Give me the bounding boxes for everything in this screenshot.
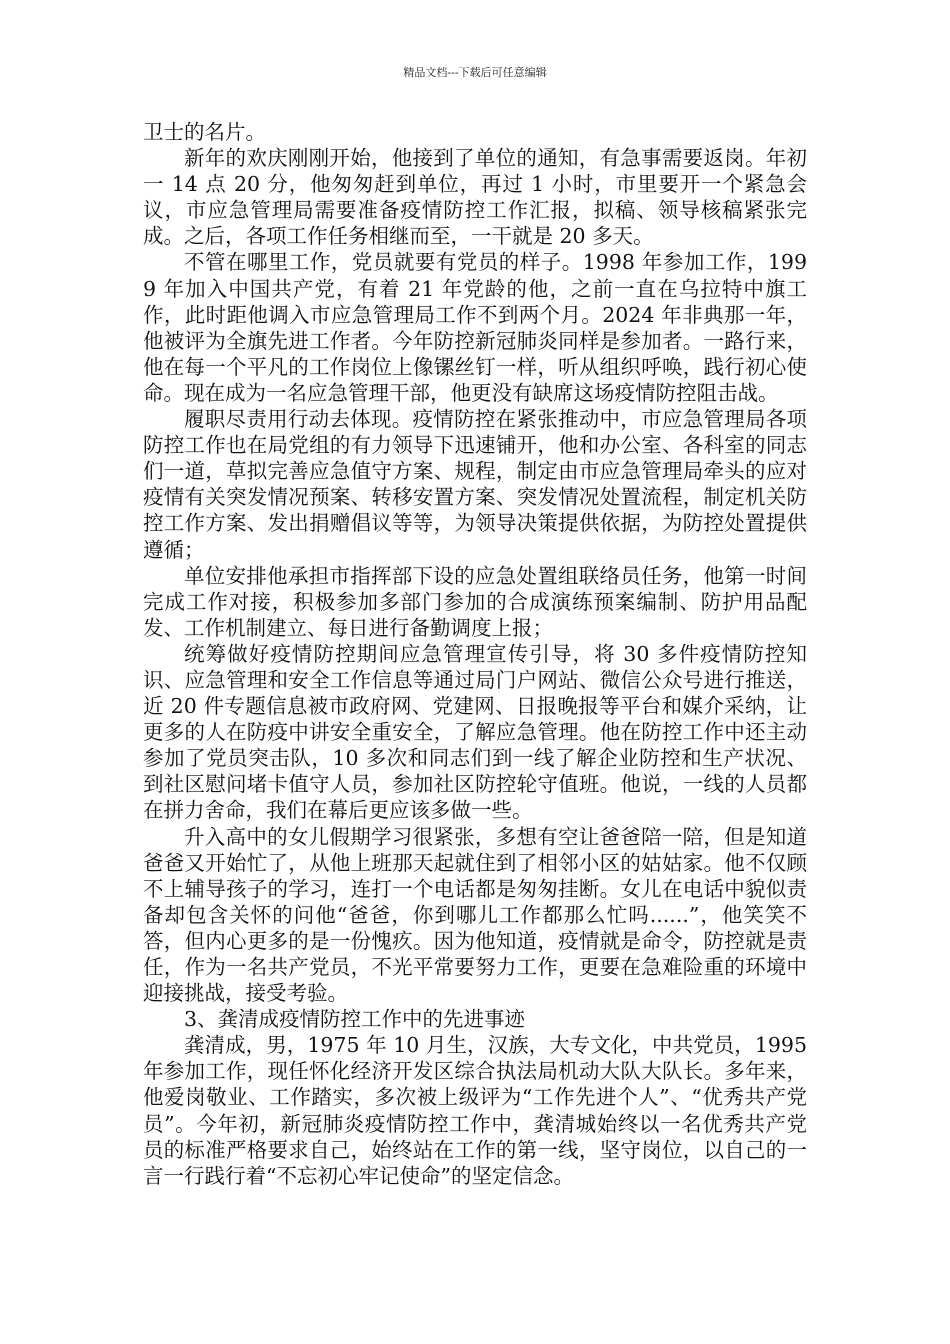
- document-body: [143, 119, 807, 1189]
- paragraph-9: 龚清成，男，1975 年 10 月生，汉族，大专文化，中共党员，1995 年参加工作，现任怀化经济开发区综合执法局机动大队大队长。多年来，他爱岗敬业、工作踏实，多次被上级评为“工作先进个人”、“优秀共产党员”。今年初，新冠肺炎疫情防控工作中，龚清城始终以一名优秀共产党员的标准严格要求自己，始终站在工作的第一线，坚守岗位，以自己的一言一行践行着“不忘初心牢记使命”的坚定信念。: [143, 1033, 807, 1188]
- paragraph-4: 履职尽责用行动去体现。疫情防控在紧张推动中，市应急管理局各项防控工作也在局党组的有力领导下迅速铺开，他和办公室、各科室的同志们一道，草拟完善应急值守方案、规程，制定由市应急管理局牵头的应对疫情有关突发情况预案、转移安置方案、突发情况处置流程，制定机关防控工作方案、发出捐赠倡议等等，为领导决策提供依据，为防控处置提供遵循；: [143, 407, 807, 562]
- paragraph-1: 卫士的名片。: [143, 120, 266, 144]
- paragraph-2: 新年的欢庆刚刚开始，他接到了单位的通知，有急事需要返岗。年初一 14 点 20 分，他匆匆赶到单位，再过 1 小时，市里要开一个紧急会议，市应急管理局需要准备疫情防控工作汇报，拟稿、领导核稿紧张完成。之后，各项工作任务相继而至，一干就是 20 多天。: [143, 146, 807, 249]
- section-heading: 3、龚清成疫情防控工作中的先进事迹: [184, 1007, 526, 1032]
- paragraph-3: 不管在哪里工作，党员就要有党员的样子。1998 年参加工作，1999 年加入中国共产党，有着 21 年党龄的他，之前一直在乌拉特中旗工作，此时距他调入市应急管理局工作不到两个月。2024 年非典那一年，他被评为全旗先进工作者。今年防控新冠肺炎同样是参加者。一路行来，他在每一个平凡的工作岗位上像镙丝钉一样，听从组织呼唤，践行初心使命。现在成为一名应急管理干部，他更没有缺席这场疫情防控阻击战。: [143, 250, 807, 405]
- paragraph-5: 单位安排他承担市指挥部下设的应急处置组联络员任务，他第一时间完成工作对接，积极参加多部门参加的合成演练预案编制、防护用品配发、工作机制建立、每日进行备勤调度上报；: [143, 563, 807, 640]
- paragraph-7: 升入高中的女儿假期学习很紧张，多想有空让爸爸陪一陪，但是知道爸爸又开始忙了，从他上班那天起就住到了相邻小区的姑姑家。他不仅顾不上辅导孩子的学习，连打一个电话都是匆匆挂断。女儿在电话中貌似责备却包含关怀的问他“爸爸，你到哪儿工作都那么忙吗......”，他笑笑不答，但内心更多的是一份愧疚。因为他知道，疫情就是命令，防控就是责任，作为一名共产党员，不光平常要努力工作，更要在急难险重的环境中迎接挑战，接受考验。: [143, 824, 807, 1006]
- paragraph-6: 统筹做好疫情防控期间应急管理宣传引导，将 30 多件疫情防控知识、应急管理和安全工作信息等通过局门户网站、微信公众号进行推送，近 20 件专题信息被市政府网、党建网、日报晚报等平台和媒介采纳，让更多的人在防疫中讲安全重安全，了解应急管理。他在防控工作中还主动参加了党员突击队，10 多次和同志们到一线了解企业防控和生产状况、到社区慰问堵卡值守人员，参加社区防控轮守值班。他说，一线的人员都在拼力舍命，我们在幕后更应该多做一些。: [143, 641, 807, 823]
- page-header: 精品文档---下载后可任意编辑: [403, 66, 547, 79]
